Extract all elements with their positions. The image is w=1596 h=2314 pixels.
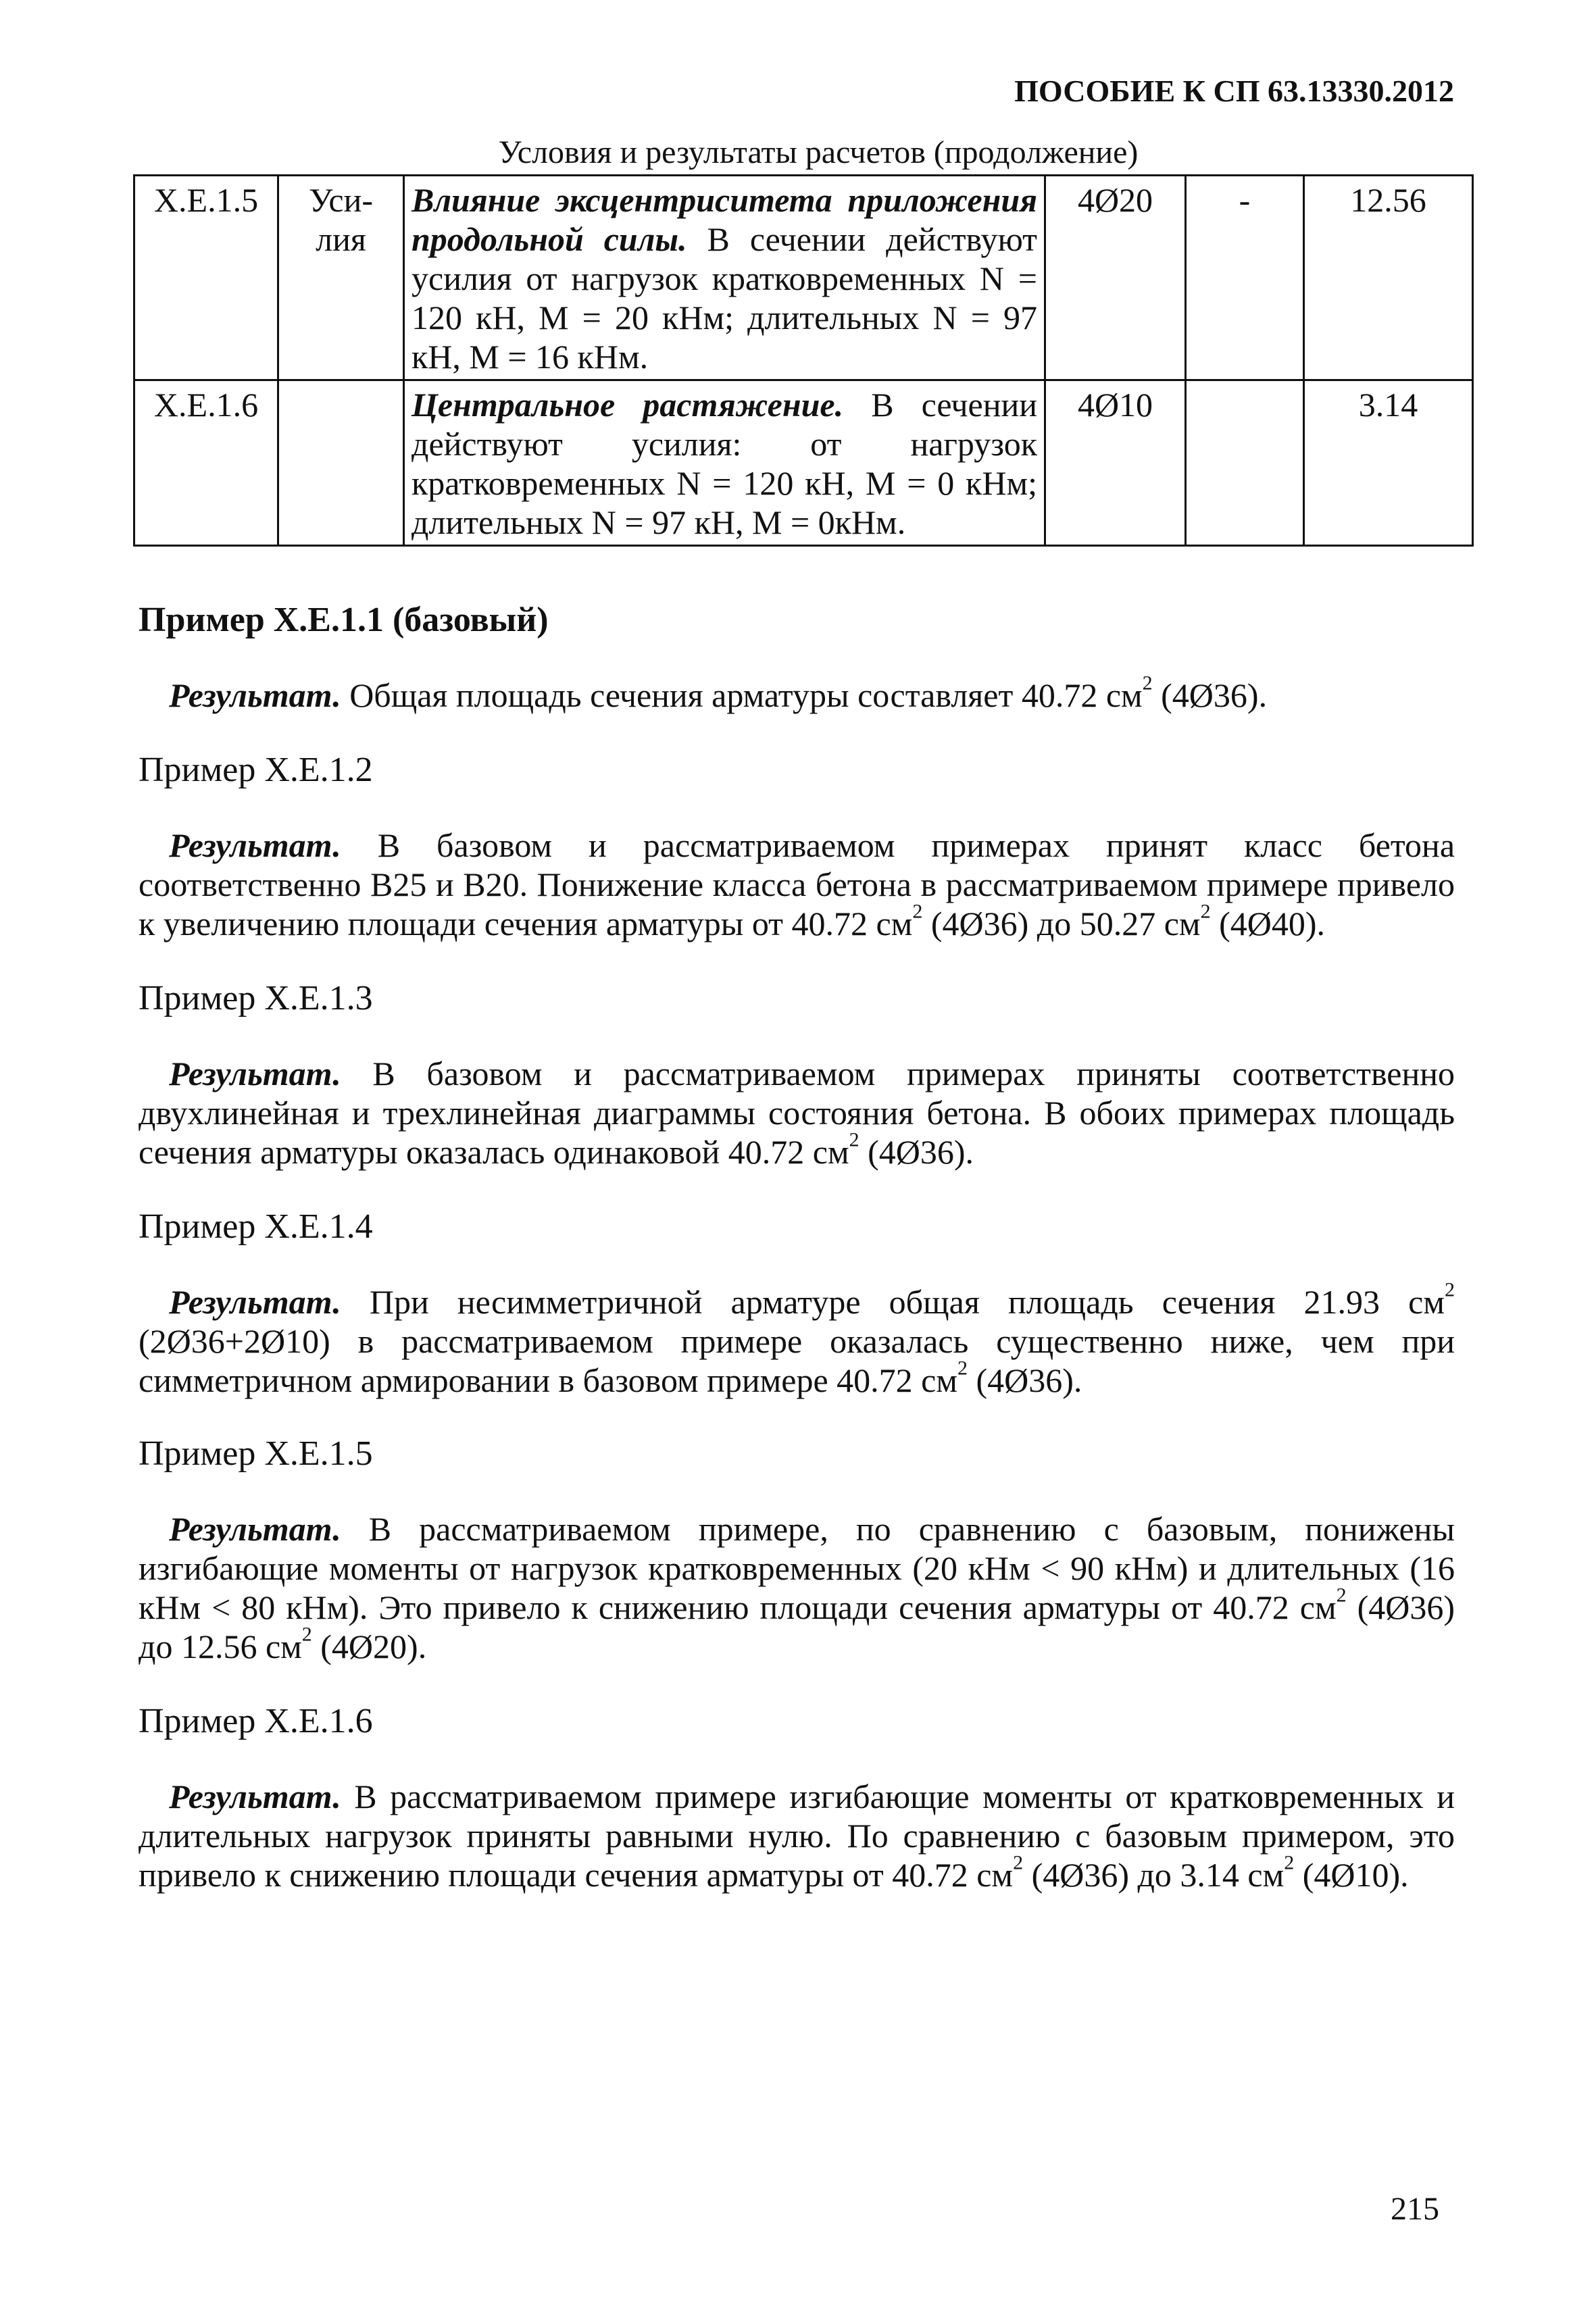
row-rebar: 4Ø10 [1045, 380, 1186, 546]
result-text: Общая площадь сечения арматуры составляет 40.72 см [349, 676, 1143, 714]
result-paragraph [139, 826, 1455, 943]
table-row [134, 176, 1473, 380]
result-text: При несимметричной арматуре общая площадь сечения 21.93 см [369, 1283, 1445, 1321]
row-number: Х.Е.1.5 [134, 176, 278, 380]
result-text: В рассматриваемом примере изгибающие моменты от кратковременных и длительных нагрузок приняты равными нулю. По сравнению с базовым примером, это привело к снижению площади сечения арматуры от 40.72 см [139, 1778, 1455, 1894]
result-text: (4Ø36) до 3.14 см [1023, 1856, 1285, 1894]
example-title: Пример Х.Е.1.2 [139, 751, 373, 789]
result-text: В базовом и рассматриваемом примерах приняты соответственно двухлинейная и трехлинейная диаграммы состояния бетона. В обоих примерах площадь сечения арматуры оказалась одинаковой 40.72 см [139, 1055, 1455, 1171]
row-rebar: 4Ø20 [1045, 176, 1186, 380]
superscript: 2 [1336, 1584, 1347, 1607]
row-type: Уси-лия [278, 176, 404, 380]
result-paragraph [139, 672, 1455, 715]
example-section [139, 978, 1455, 1018]
example-section [139, 1434, 1455, 1474]
result-paragraph [139, 1509, 1455, 1666]
row-type [278, 380, 404, 546]
example-section [139, 750, 1455, 790]
result-label: Результат. [169, 1510, 341, 1548]
result-text: (4Ø10). [1294, 1856, 1409, 1894]
row-area: 12.56 [1304, 176, 1473, 380]
result-label: Результат. [169, 1055, 341, 1092]
example-section [139, 600, 1455, 640]
result-text: (4Ø40). [1210, 905, 1325, 942]
result-text: (4Ø20). [311, 1628, 427, 1665]
result-text: (4Ø36). [968, 1361, 1082, 1399]
example-section [139, 1701, 1455, 1741]
row-description [404, 380, 1045, 546]
example-section [139, 1207, 1455, 1247]
example-title: Пример Х.Е.1.3 [139, 979, 373, 1017]
example-result [139, 826, 1455, 943]
example-title: Пример Х.Е.1.4 [139, 1207, 373, 1246]
result-label: Результат. [169, 826, 341, 864]
results-table [133, 174, 1474, 547]
superscript: 2 [912, 900, 923, 923]
example-result [139, 672, 1455, 715]
result-text: (4Ø36). [1152, 676, 1268, 714]
table-caption: Условия и результаты расчетов (продолжение) [498, 134, 1139, 170]
row-description [404, 176, 1045, 380]
row-area: 3.14 [1304, 380, 1473, 546]
result-paragraph [139, 1278, 1455, 1400]
example-result [139, 1509, 1455, 1666]
result-paragraph [139, 1054, 1455, 1172]
row-description-title: Центральное растяжение. [412, 386, 844, 424]
row-description-title: Влияние эксцентриситета приложения продольной силы. [412, 181, 1037, 258]
result-text: (2Ø36+2Ø10) в рассматриваемом примере оказалась существенно ниже, чем при симметричном армировании в базовом примере 40.72 см [139, 1322, 1455, 1399]
result-text: (4Ø36). [859, 1133, 974, 1171]
page-number: 215 [1391, 2191, 1439, 2227]
superscript: 2 [957, 1357, 968, 1380]
result-text: (4Ø36) до 50.27 см [922, 905, 1201, 942]
superscript: 2 [1013, 1851, 1024, 1874]
result-paragraph [139, 1777, 1455, 1894]
row-col5: - [1186, 176, 1304, 380]
result-label: Результат. [169, 676, 341, 714]
result-text: (4Ø36) до 12.56 см [139, 1588, 1455, 1665]
row-number: Х.Е.1.6 [134, 380, 278, 546]
result-text: В рассматриваемом примере, по сравнению с базовым, понижены изгибающие моменты от нагрузок кратковременных (20 кНм < 90 кНм) и длительных (16 кНм < 80 кНм). Это привело к снижению площади сечения арматуры от 40.72 см [139, 1510, 1455, 1626]
example-result [139, 1777, 1455, 1894]
superscript: 2 [1445, 1278, 1455, 1301]
result-text: В базовом и рассматриваемом примерах принят класс бетона соответственно В25 и В20. Понижение класса бетона в рассматриваемом примере привело к увеличению площади сечения арматуры от 40.72 см [139, 826, 1455, 942]
example-title: Пример Х.Е.1.6 [139, 1702, 373, 1740]
superscript: 2 [1200, 900, 1211, 923]
example-result [139, 1054, 1455, 1172]
example-title: Пример Х.Е.1.1 (базовый) [139, 601, 549, 639]
result-label: Результат. [169, 1283, 341, 1321]
row-col5 [1186, 380, 1304, 546]
running-header: ПОСОБИЕ К СП 63.13330.2012 [1014, 74, 1454, 108]
row-description-text: В сечении действуют усилия: от нагрузок кратковременных N = 120 кН, М = 0 кНм; длительных N = 97 кН, М = 0кНм. [412, 386, 1037, 541]
superscript: 2 [301, 1623, 312, 1646]
example-result [139, 1278, 1455, 1400]
table-row [134, 380, 1473, 546]
result-label: Результат. [169, 1778, 341, 1815]
superscript: 2 [849, 1128, 859, 1151]
superscript: 2 [1142, 672, 1153, 695]
superscript: 2 [1284, 1851, 1295, 1874]
example-title: Пример Х.Е.1.5 [139, 1434, 373, 1473]
row-description-text: В сечении действуют усилия от нагрузок кратковременных N = 120 кН, М = 20 кНм; длительных N = 97 кН, М = 16 кНм. [412, 220, 1038, 376]
